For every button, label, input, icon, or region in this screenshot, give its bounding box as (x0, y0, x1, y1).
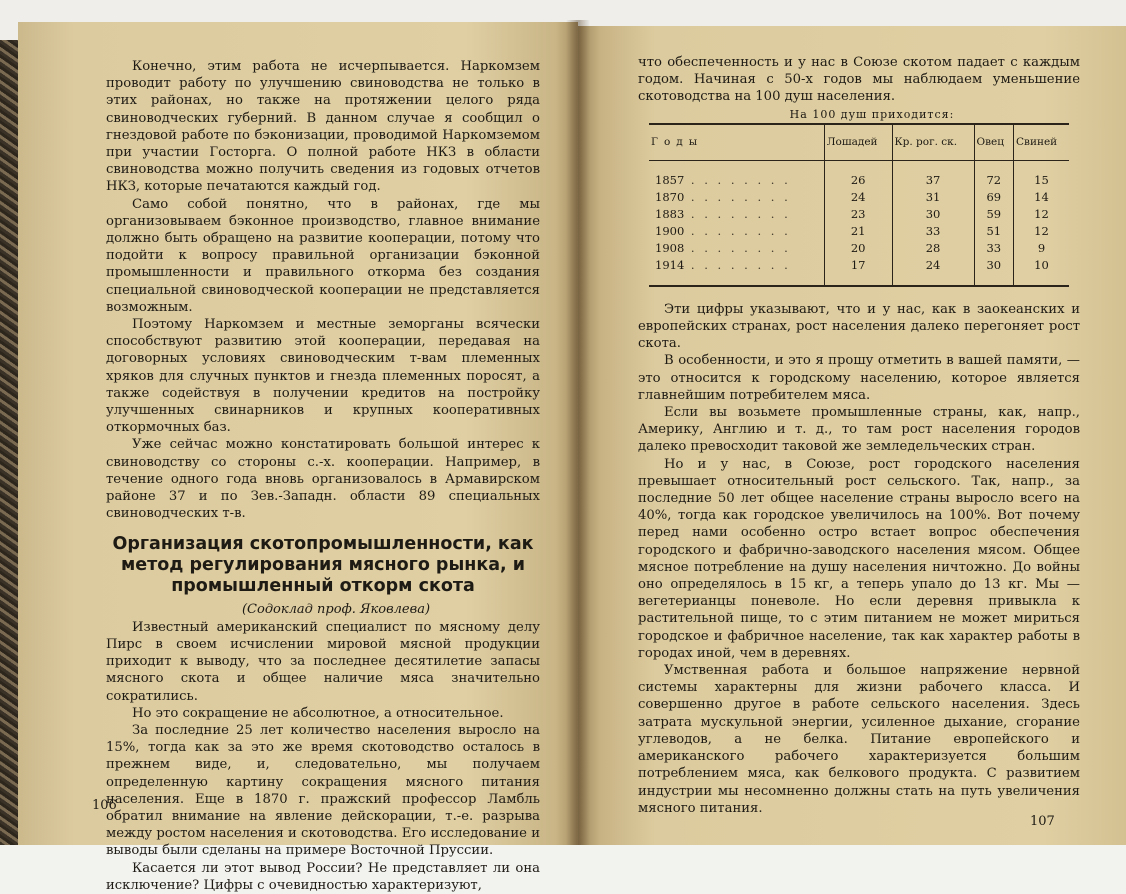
paragraph: Касается ли этот вывод России? Не представляет ли она исключение? Цифры с очевидностью характеризуют, (106, 860, 540, 893)
year-cell: 1908 . . . . . . . . (655, 240, 791, 255)
right-page-text (638, 54, 1080, 817)
value-cell: 24 (892, 257, 974, 286)
year-cell: 1857 . . . . . . . . (655, 172, 791, 187)
value-cell: 37 (892, 160, 974, 189)
paragraph: Конечно, этим работа не исчерпывается. Наркомзем проводит работу по улучшению свиноводства не только в этих районах, но также на протяжении целого ряда свиноводческих губерний. В данном случае я сообщил о гнездовой работе по бэконизации, проводимой Наркомземом при участии Госторга. О полной работе НКЗ в области свиноводства можно получить сведения из годовых отчетов НКЗ, которые печатаются каждый год. (106, 59, 540, 195)
table-row (649, 189, 1069, 206)
value-cell: 69 (974, 189, 1013, 206)
value-cell: 12 (1014, 223, 1070, 240)
table-row (649, 223, 1069, 240)
year-cell: 1870 . . . . . . . . (655, 189, 791, 204)
column-header: Годы (649, 124, 824, 161)
column-header: Овец (974, 124, 1013, 161)
value-cell: 20 (824, 240, 892, 257)
left-page (18, 22, 578, 893)
value-cell: 33 (974, 240, 1013, 257)
gutter-shadow (566, 20, 590, 845)
value-cell: 9 (1014, 240, 1070, 257)
column-header: Свиней (1014, 124, 1070, 161)
value-cell: 31 (892, 189, 974, 206)
page-number: 106 (92, 798, 117, 813)
value-cell: 24 (824, 189, 892, 206)
value-cell: 30 (974, 257, 1013, 286)
paragraph: Само собой понятно, что в районах, где мы организовываем бэконное производство, главное внимание должно быть обращено на развитие кооперации, потому что подойти к вопросу правильной организации бэконной промышленности и правильного откорма без создания специальной свиноводческой кооперации не представляется возможным. (106, 196, 540, 315)
year-cell: 1900 . . . . . . . . (655, 223, 791, 238)
table-body (649, 160, 1069, 286)
paragraph: Если вы возьмете промышленные страны, как, напр., Америку, Англию и т. д., то там рост населения городов далеко превосходит таковой же земледельческих стран. (638, 405, 1080, 455)
value-cell: 15 (1014, 160, 1070, 189)
section-title: Организация скотопромышленности, как метод регулирования мясного рынка, и промышленный откорм скота (112, 534, 534, 597)
value-cell: 51 (974, 223, 1013, 240)
value-cell: 10 (1014, 257, 1070, 286)
value-cell: 72 (974, 160, 1013, 189)
year-cell: 1914 . . . . . . . . (655, 257, 791, 272)
column-header: Кр. рог. ск. (892, 124, 974, 161)
column-header: Лошадей (824, 124, 892, 161)
subheading: (Содоклад проф. Яковлева) (241, 602, 431, 618)
paragraph: Уже сейчас можно констатировать большой интерес к свиноводству со стороны с.-х. кооперации. Например, в течение одного года вновь организовалось в Армавирском районе 37 и по Зев.-Западн. области 89 специальных свиноводческих т-в. (106, 437, 540, 522)
value-cell: 23 (824, 206, 892, 223)
value-cell: 28 (892, 240, 974, 257)
table-row (649, 240, 1069, 257)
paragraph: Эти цифры указывают, что и у нас, как в заокеанских и европейских странах, рост населения далеко перегоняет рост скота. (638, 301, 1080, 352)
right-page (578, 26, 1126, 845)
value-cell: 26 (824, 160, 892, 189)
paragraph: Поэтому Наркомзем и местные земорганы всячески способствуют развитию этой кооперации, передавая на договорных условиях свиноводческим т-вам племенных хряков для случных пунктов и гнезда племенных поросят, а также содействуя в получении кредитов на постройку улучшенных свинарников и крупных кооперативных откормочных баз. (106, 317, 540, 436)
table-row (649, 257, 1069, 286)
value-cell: 12 (1014, 206, 1070, 223)
value-cell: 33 (892, 223, 974, 240)
table-header-row (649, 124, 1069, 161)
value-cell: 21 (824, 223, 892, 240)
table-row (649, 160, 1069, 189)
paragraph: что обеспеченность и у нас в Союзе скотом падает с каждым годом. Начиная с 50-х годов мы наблюдаем уменьшение скотоводства на 100 душ населения. (638, 55, 1080, 105)
table-row (649, 206, 1069, 223)
value-cell: 14 (1014, 189, 1070, 206)
value-cell: 59 (974, 206, 1013, 223)
paragraph: Известный американский специалист по мясному делу Пирс в своем исчислении мировой мясной продукции приходит к выводу, что за последнее десятилетие запасы мясного скота и общее наличие мяса значительно сократились. (106, 619, 540, 704)
left-page-text (106, 58, 540, 894)
paragraph: Умственная работа и большое напряжение нервной системы характерны для жизни рабочего класса. И совершенно другое в работе сельского населения. Здесь затрата мускульной энергии, усиленное дыхание, сгорание углеводов, а не белка. Питание европейского и американского рабочего характеризуется большим потреблением мяса, как белкового продукта. С развитием индустрии мы несомненно должны стать на путь увеличения мясного питания. (638, 663, 1080, 816)
paragraph: Но это сокращение не абсолютное, а относительное. (132, 705, 504, 721)
year-cell: 1883 . . . . . . . . (655, 206, 791, 221)
paragraph: В особенности, и это я прошу отметить в вашей памяти, — это относится к городскому населению, которое является главнейшим потребителем мяса. (638, 353, 1080, 403)
page-number: 107 (1030, 814, 1055, 829)
livestock-table (649, 123, 1069, 287)
paragraph: Но и у нас, в Союзе, рост городского населения превышает относительный рост сельского. Так, напр., за последние 50 лет общее население страны выросло всего на 40%, тогда как городское увеличилось на 100%. Вот почему перед нами особенно остро встает вопрос обеспечения городского и фабрично-заводского населения мясом. Общее мясное потребление на душу населения ничтожно. До войны оно определялось в 15 кг, а теперь упало до 13 кг. Мы — вегетерианцы поневоле. Но если деревня привыкла к растительной пище, то с этим питанием не может мириться городское и фабричное население, так как характер работы в городах иной, чем в деревнях. (638, 456, 1080, 661)
paragraph: За последние 25 лет количество населения выросло на 15%, тогда как за это же время скотоводство осталось в прежнем виде, и, следовательно, мы получаем определенную картину сокращения мясного питания населения. Еще в 1870 г. пражский профессор Ламбль обратил внимание на явление дейскорации, т.-е. разрыва между ростом населения и скотоводства. Его исследование и выводы были сделаны на примере Восточной Пруссии. (106, 722, 540, 859)
value-cell: 30 (892, 206, 974, 223)
table-caption: На 100 душ приходится: (789, 107, 955, 121)
value-cell: 17 (824, 257, 892, 286)
